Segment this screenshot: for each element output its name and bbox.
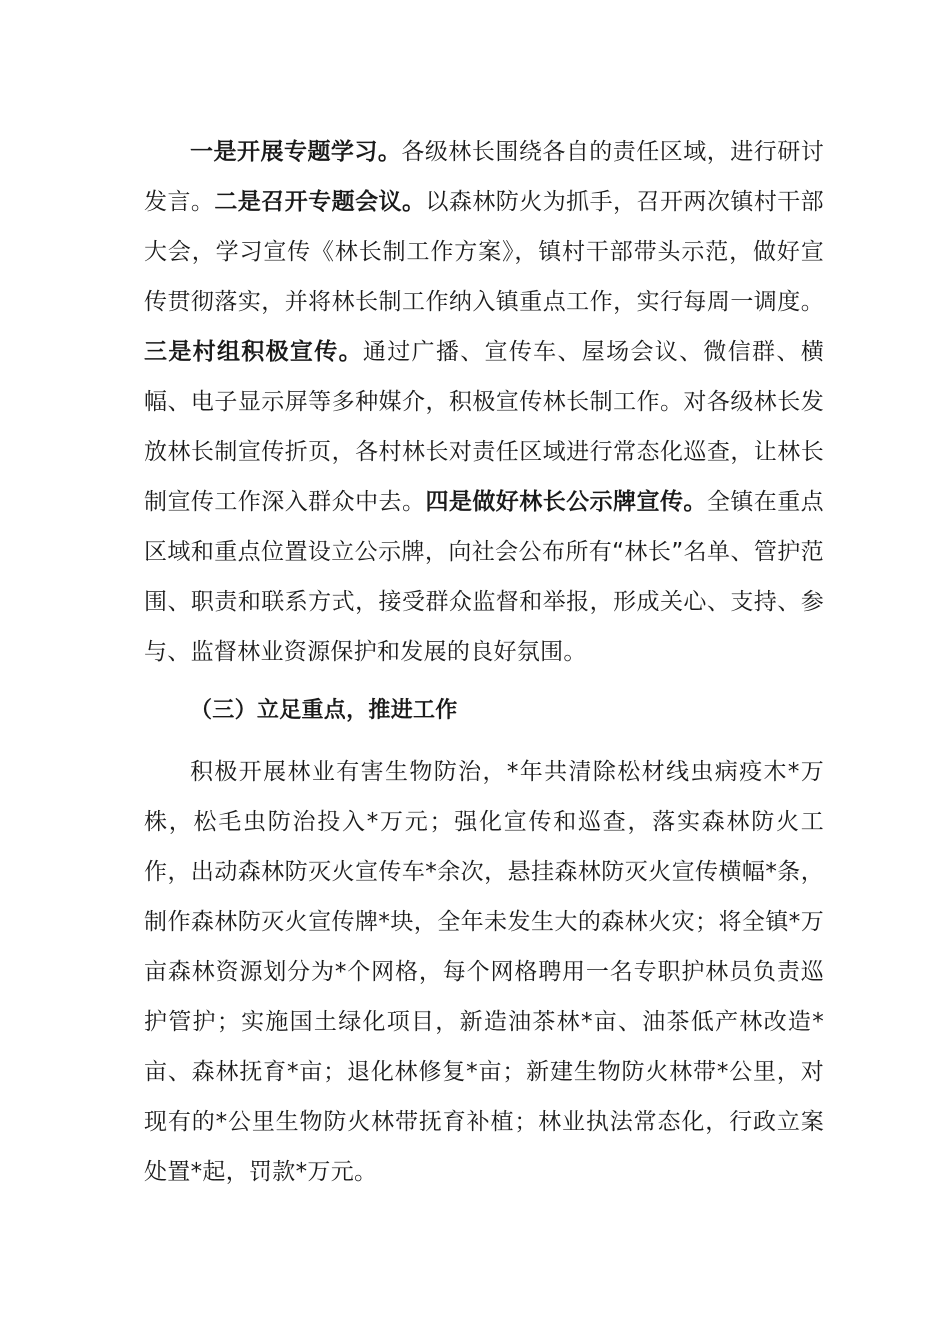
- point-3-heading: 三是村组积极宣传。: [144, 339, 363, 365]
- point-1-heading: 一是开展专题学习。: [190, 139, 402, 165]
- point-4-heading: 四是做好林长公示牌宣传。: [425, 489, 707, 515]
- point-3-text: 通过广播、宣传车、屋场会议、微信群、横幅、电子显示屏等多种媒介，积极宣传林长制工作。对各级林长发放林长制宣传折页，各村林长对责任区域进行常态化巡查，让林长制宣传工作深入群众中去。: [144, 339, 825, 515]
- section-heading: （三）立足重点，推进工作: [190, 698, 458, 723]
- paragraph-publicity-measures: [144, 127, 824, 677]
- point-2-heading: 二是召开专题会议。: [214, 189, 426, 215]
- paragraph-key-work: 积极开展林业有害生物防治，*年共清除松材线虫病疫木*万株，松毛虫防治投入*万元；强化宣传和巡查，落实森林防火工作，出动森林防灭火宣传车*余次，悬挂森林防灭火宣传横幅*条，制作森林防灭火宣传牌*块，全年未发生大的森林火灾；将全镇*万亩森林资源划分为*个网格，每个网格聘用一名专职护林员负责巡护管护；实施国土绿化项目，新造油茶林*亩、油茶低产林改造*亩、森林抚育*亩；退化林修复*亩；新建生物防火林带*公里，对现有的*公里生物防火林带抚育补植；林业执法常态化，行政立案处置*起，罚款*万元。: [144, 759, 824, 1185]
- point-1-text: 各级林长围绕各自的责任区域，进行研讨发言。: [144, 139, 825, 215]
- point-2-text: 以森林防火为抓手，召开两次镇村干部大会，学习宣传《林长制工作方案》，镇村干部带头示范，做好宣传贯彻落实，并将林长制工作纳入镇重点工作，实行每周一调度。: [144, 189, 824, 315]
- point-4-text: 全镇在重点区域和重点位置设立公示牌，向社会公布所有“林长”名单、管护范围、职责和联系方式，接受群众监督和举报，形成关心、支持、参与、监督林业资源保护和发展的良好氛围。: [144, 489, 824, 665]
